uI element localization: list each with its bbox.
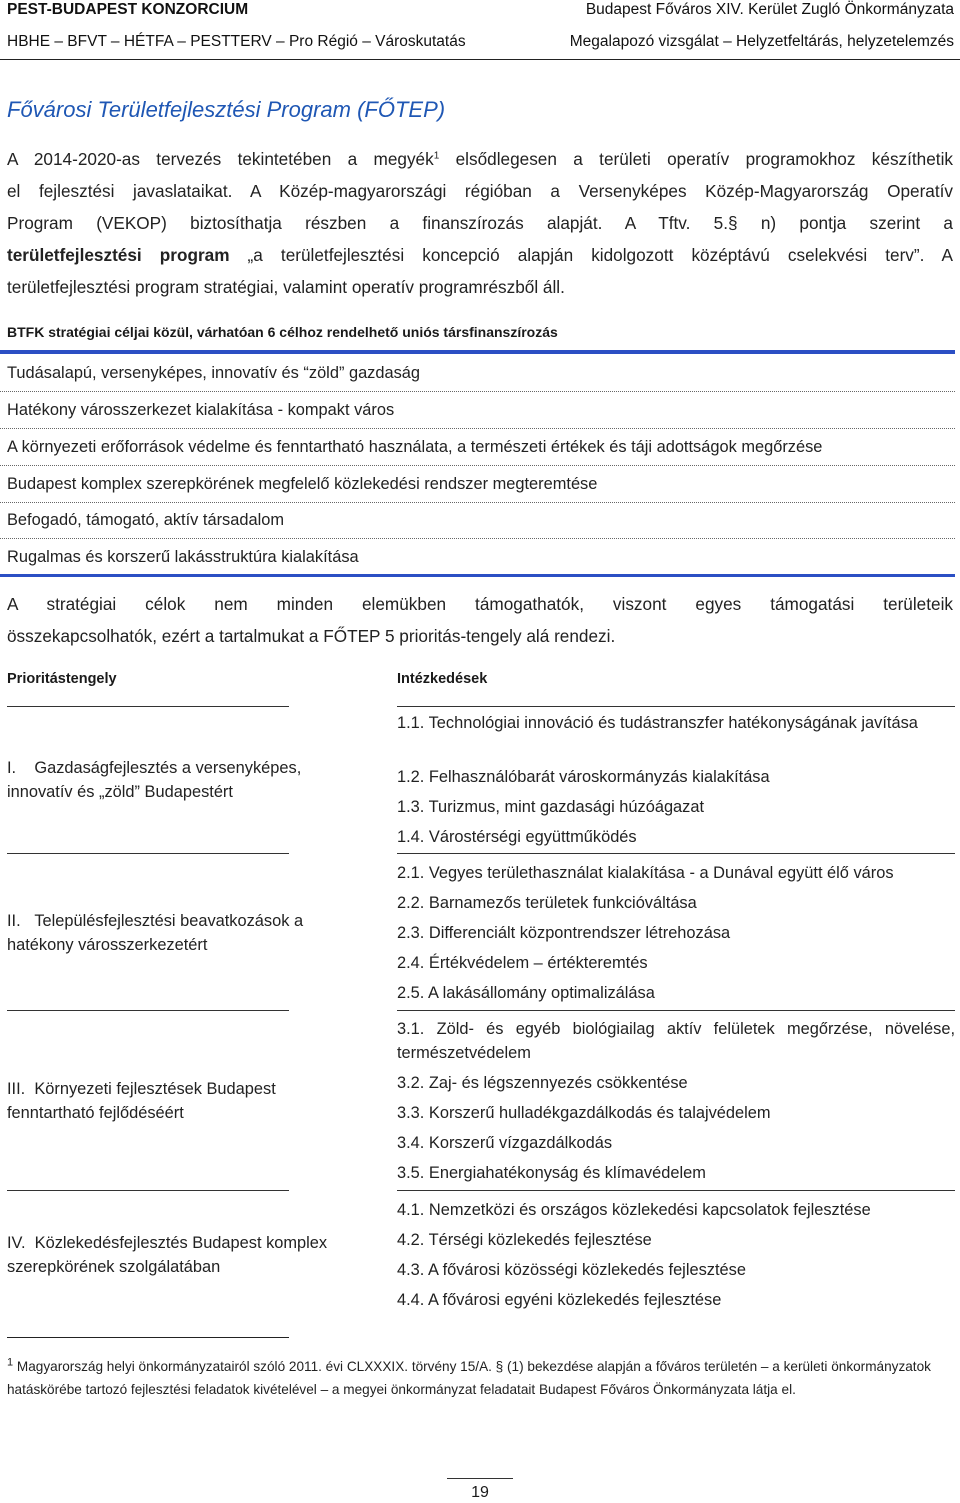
- goal-item: Budapest komplex szerepkörének megfelelő közlekedési rendszer megteremtése: [7, 475, 598, 493]
- measure-item: 3.1. Zöld- és egyéb biológiailag aktív felületek megőrzése, növelése, természetvédelem: [397, 1020, 955, 1062]
- priority-axis-1: I. Gazdaságfejlesztés a versenyképes, innovatív és „zöld” Budapestért: [7, 759, 302, 801]
- axis-divider: [7, 1190, 289, 1191]
- goal-divider: [0, 428, 955, 429]
- footnote-marker: 1: [7, 1356, 14, 1369]
- measure-item: 1.1. Technológiai innováció és tudástranszfer hatékonyságának javítása: [397, 714, 918, 732]
- footnote-text: Magyarország helyi önkormányzatairól szóló 2011. évi CLXXXIX. törvény 15/A. § (1) bekezdése alapján a főváros területén – a kerületi önkormányzatok hatáskörébe tartozó fejlesztési feladatok kivételével – a megyei önkormányzat feladatait Budapest Főváros Önkormányzata látja el.: [7, 1359, 931, 1397]
- goal-item: Rugalmas és korszerű lakásstruktúra kialakítása: [7, 548, 359, 566]
- measure-item: 3.3. Korszerű hulladékgazdálkodás és talajvédelem: [397, 1104, 771, 1122]
- measure-item: 2.5. A lakásállomány optimalizálása: [397, 984, 655, 1002]
- header-municipality: Budapest Főváros XIV. Kerület Zugló Önkormányzata: [585, 1, 954, 18]
- intro-line-1: A 2014-2020-as tervezés tekintetében a megyék$^1$ elsődlegesen a területi operatív programokhoz készíthetik: [7, 149, 953, 169]
- axis-divider: [7, 853, 289, 854]
- body-line-2: összekapcsolhatók, ezért a tartalmukat a FŐTEP 5 prioritás-tengely alá rendezi.: [7, 626, 616, 646]
- footnote-ref[interactable]: 1: [433, 150, 440, 162]
- measure-item: 2.2. Barnamezős területek funkcióváltása: [397, 894, 697, 912]
- header-consortium: PEST-BUDAPEST KONZORCIUM: [7, 1, 249, 18]
- measure-item: 2.1. Vegyes területhasználat kialakítása - a Dunával együtt élő város: [397, 864, 894, 882]
- section-heading: Fővárosi Területfejlesztési Program (FŐTEP): [7, 97, 446, 122]
- measure-item: 4.2. Térségi közlekedés fejlesztése: [397, 1231, 652, 1249]
- measure-item: 1.4. Várostérségi együttműködés: [397, 828, 637, 846]
- goals-table-bottom-rule: [0, 574, 955, 577]
- goals-table-top-rule: [0, 350, 955, 354]
- measure-item: 1.3. Turizmus, mint gazdasági húzóágazat: [397, 798, 705, 816]
- measure-divider: [397, 1010, 955, 1011]
- goal-item: A környezeti erőforrások védelme és fenntartható használata, a természeti értékek és táji adottságok megőrzése: [7, 438, 823, 456]
- intro-line-5: területfejlesztési program stratégiai, valamint operatív programrészből áll.: [7, 277, 565, 297]
- goal-item: Hatékony városszerkezet kialakítása - kompakt város: [7, 401, 395, 419]
- measure-divider: [397, 1190, 955, 1191]
- measure-item: 3.4. Korszerű vízgazdálkodás: [397, 1134, 613, 1152]
- measure-divider: [397, 706, 955, 707]
- goals-table-title: BTFK stratégiai céljai közül, várhatóan 6 célhoz rendelhető uniós társfinanszírozás: [7, 324, 558, 340]
- measure-item: 1.2. Felhasználóbarát városkormányzás kialakítása: [397, 768, 770, 786]
- goal-divider: [0, 465, 955, 466]
- body-line-1: A stratégiai célok nem minden elemükben támogathatók, viszont egyes támogatási területeik: [7, 594, 953, 614]
- priority-axis-2: II. Településfejlesztési beavatkozások a hatékony városszerkezetért: [7, 912, 304, 954]
- col-header-measures: Intézkedések: [397, 671, 488, 687]
- measure-item: 4.4. A fővárosi egyéni közlekedés fejlesztése: [397, 1291, 722, 1309]
- page-number-rule: [447, 1478, 513, 1479]
- priority-axis-4: IV. Közlekedésfejlesztés Budapest komplex szerepkörének szolgálatában: [7, 1234, 328, 1276]
- goal-divider: [0, 538, 955, 539]
- measure-item: 4.3. A fővárosi közösségi közlekedés fejlesztése: [397, 1261, 746, 1279]
- footnote-separator: [7, 1337, 289, 1338]
- intro-paragraph: [7, 143, 953, 303]
- measure-item: 2.3. Differenciált központrendszer létrehozása: [397, 924, 731, 942]
- page-number: 19: [471, 1484, 489, 1501]
- intro-line-4: területfejlesztési program „a területfejlesztési koncepció alapján kidolgozott középtávú cselekvési terv”. A: [7, 245, 953, 265]
- measure-item: 3.5. Energiahatékonyság és klímavédelem: [397, 1164, 706, 1182]
- defined-term: területfejlesztési program: [7, 245, 230, 265]
- measure-divider: [397, 853, 955, 854]
- measure-item: 4.1. Nemzetközi és országos közlekedési kapcsolatok fejlesztése: [397, 1201, 871, 1219]
- header-document-type: Megalapozó vizsgálat – Helyzetfeltárás, helyzetelemzés: [569, 33, 954, 50]
- body-paragraph: [7, 588, 953, 652]
- header-partners: HBHE – BFVT – HÉTFA – PESTTERV – Pro Régió – Városkutatás: [7, 33, 466, 50]
- axis-divider: [7, 1010, 289, 1011]
- intro-line-3: Program (VEKOP) biztosíthatja részben a finanszírozás alapját. A Tftv. 5.§ n) pontja szerint a: [7, 213, 953, 233]
- axis-divider: [7, 706, 289, 707]
- footnote: [7, 1355, 953, 1401]
- header-divider: [0, 59, 960, 60]
- goal-divider: [0, 502, 955, 503]
- goal-item: Befogadó, támogató, aktív társadalom: [7, 511, 284, 529]
- measure-item: 2.4. Értékvédelem – értékteremtés: [397, 954, 648, 972]
- intro-line-2: el fejlesztési javaslataikat. A Közép-magyarországi régióban a Versenyképes Közép-Magyarország Operatív: [7, 181, 953, 201]
- col-header-axis: Prioritástengely: [7, 671, 117, 687]
- goal-item: Tudásalapú, versenyképes, innovatív és “zöld” gazdaság: [7, 364, 421, 382]
- priority-axis-3: III. Környezeti fejlesztések Budapest fenntartható fejlődéséért: [7, 1080, 276, 1122]
- measure-item: 3.2. Zaj- és légszennyezés csökkentése: [397, 1074, 688, 1092]
- goal-divider: [0, 391, 955, 392]
